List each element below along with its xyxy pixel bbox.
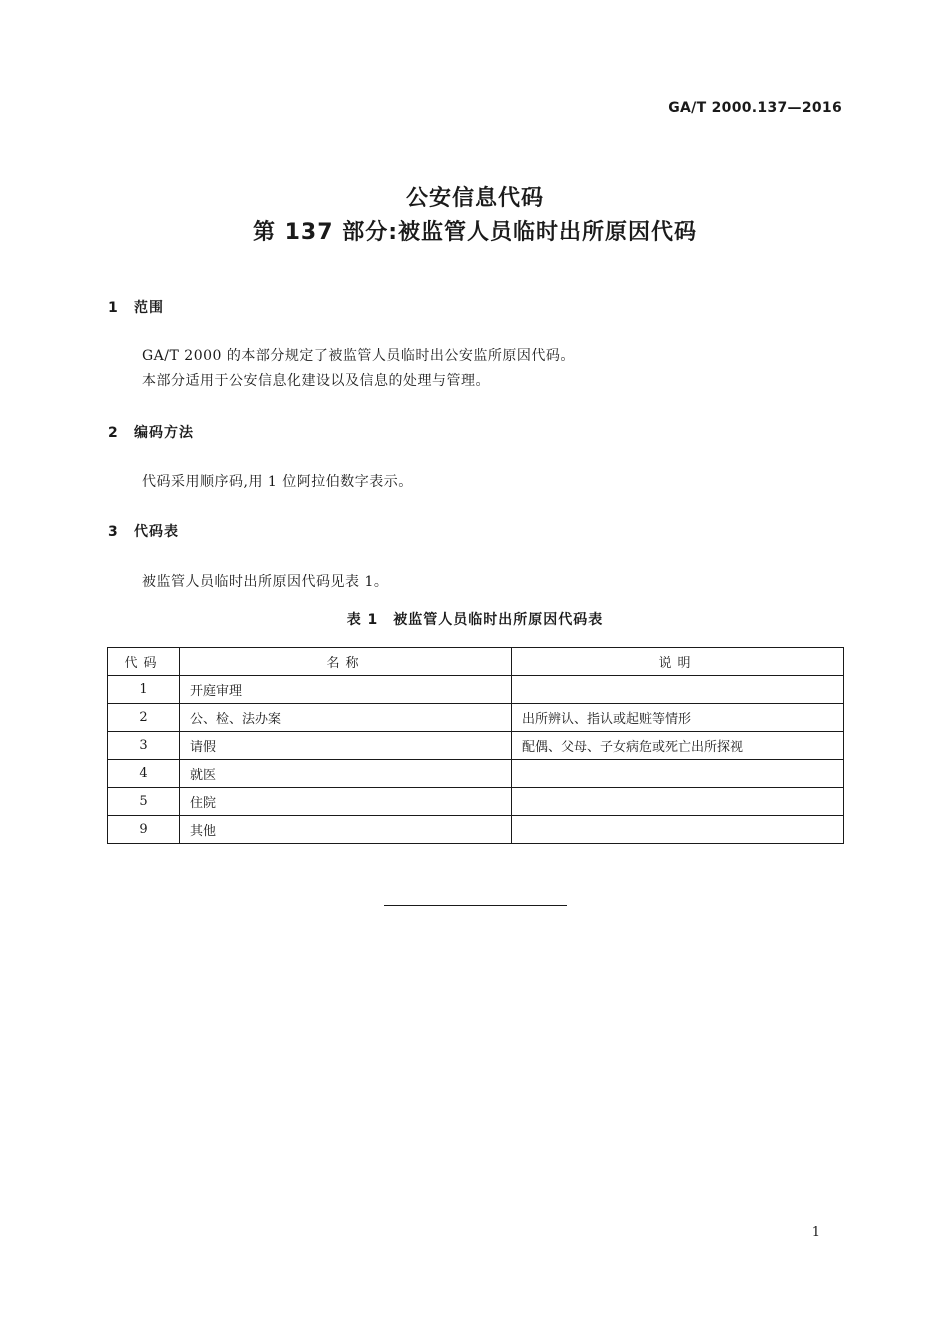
column-header-desc: 说明 xyxy=(512,648,844,676)
end-of-document-rule xyxy=(384,905,567,906)
cell-desc: 配偶、父母、子女病危或死亡出所探视 xyxy=(512,732,844,760)
section-number: 3 xyxy=(108,524,119,540)
section-number: 1 xyxy=(108,300,119,316)
cell-code: 3 xyxy=(108,732,180,760)
cell-code: 2 xyxy=(108,704,180,732)
table-row xyxy=(108,816,844,844)
section-number: 2 xyxy=(108,425,119,441)
paragraph: 本部分适用于公安信息化建设以及信息的处理与管理。 xyxy=(142,373,490,389)
column-header-code: 代码 xyxy=(108,648,180,676)
page-number: 1 xyxy=(811,1225,820,1240)
paragraph: 代码采用顺序码,用 1 位阿拉伯数字表示。 xyxy=(142,474,413,490)
cell-desc xyxy=(512,788,844,816)
cell-desc xyxy=(512,676,844,704)
cell-desc xyxy=(512,760,844,788)
cell-name: 其他 xyxy=(180,816,512,844)
section-title: 代码表 xyxy=(134,524,179,540)
section-heading-code-table xyxy=(108,521,179,541)
cell-name: 开庭审理 xyxy=(180,676,512,704)
table-header-row xyxy=(108,648,844,676)
table-row xyxy=(108,732,844,760)
cell-code: 4 xyxy=(108,760,180,788)
section-title: 编码方法 xyxy=(134,425,194,441)
table-row xyxy=(108,704,844,732)
section-heading-coding-method xyxy=(108,422,194,442)
cell-code: 5 xyxy=(108,788,180,816)
cell-name: 公、检、法办案 xyxy=(180,704,512,732)
cell-code: 1 xyxy=(108,676,180,704)
code-table xyxy=(107,647,844,844)
section-heading-scope xyxy=(108,297,164,317)
cell-desc xyxy=(512,816,844,844)
table-row xyxy=(108,760,844,788)
standard-code: GA/T 2000.137—2016 xyxy=(668,100,842,116)
table-row xyxy=(108,788,844,816)
section-title: 范围 xyxy=(134,300,164,316)
cell-desc: 出所辨认、指认或起赃等情形 xyxy=(512,704,844,732)
document-title: 公安信息代码 xyxy=(405,186,544,211)
paragraph: GA/T 2000 的本部分规定了被监管人员临时出公安监所原因代码。 xyxy=(142,348,575,364)
document-subtitle: 第 137 部分:被监管人员临时出所原因代码 xyxy=(252,220,698,245)
cell-name: 请假 xyxy=(180,732,512,760)
cell-name: 就医 xyxy=(180,760,512,788)
cell-name: 住院 xyxy=(180,788,512,816)
table-row xyxy=(108,676,844,704)
cell-code: 9 xyxy=(108,816,180,844)
paragraph: 被监管人员临时出所原因代码见表 1。 xyxy=(142,574,389,590)
column-header-name: 名称 xyxy=(180,648,512,676)
table-caption: 表 1 被监管人员临时出所原因代码表 xyxy=(346,612,604,628)
